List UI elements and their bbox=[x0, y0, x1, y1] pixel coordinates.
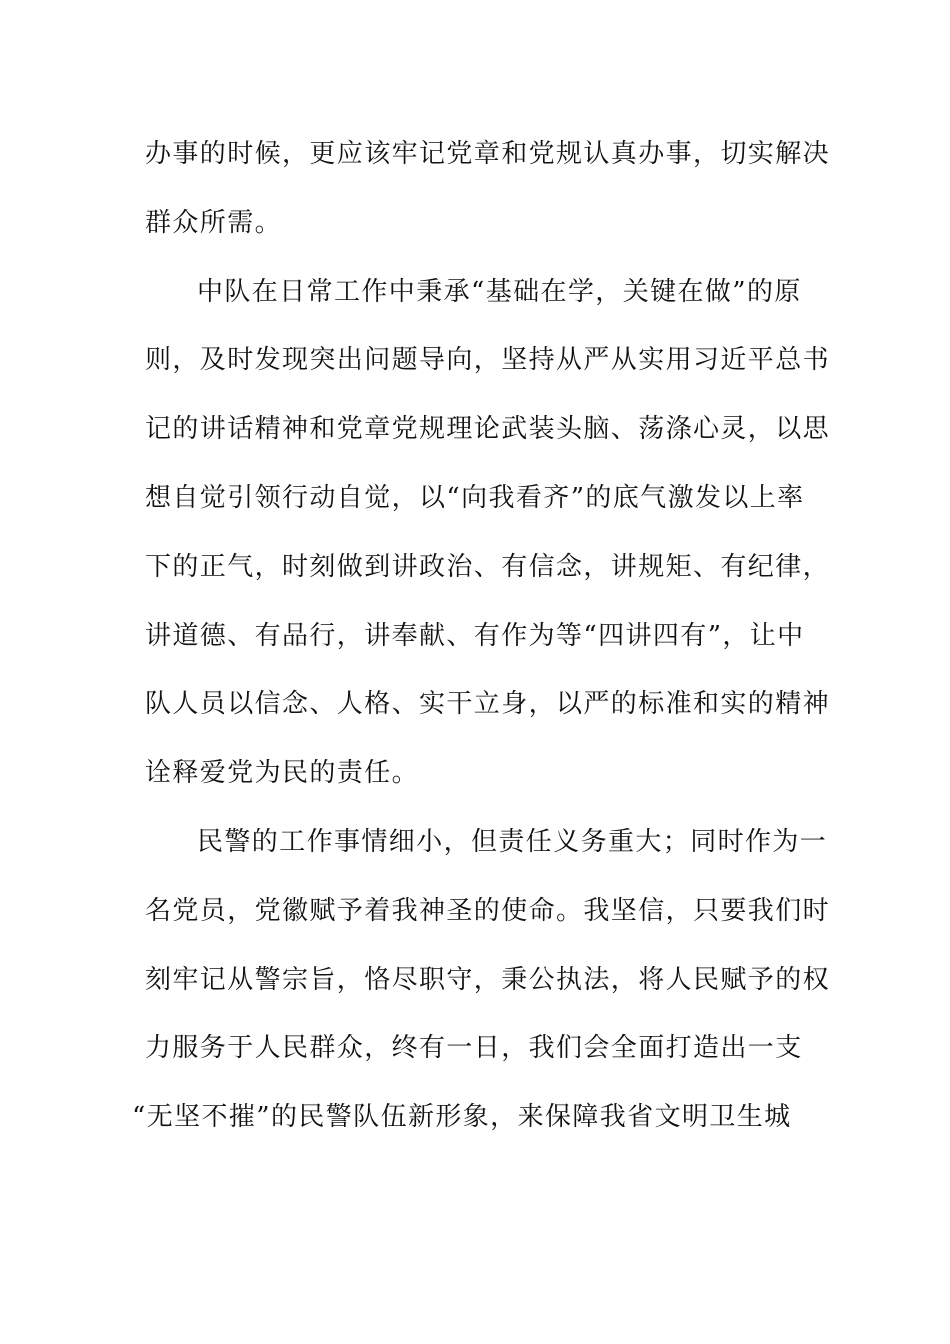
text-line: 则，及时发现突出问题导向，坚持从严从实用习近平总书 bbox=[145, 345, 831, 376]
text-line: 下的正气，时刻做到讲政治、有信念，讲规矩、有纪律， bbox=[145, 551, 831, 582]
text-line: “无坚不摧”的民警队伍新形象，来保障我省文明卫生城 bbox=[132, 1102, 792, 1133]
text-line: 名党员，党徽赋予着我神圣的使命。我坚信，只要我们时 bbox=[145, 895, 831, 926]
text-line: 记的讲话精神和党章党规理论武装头脑、荡涤心灵，以思 bbox=[145, 414, 831, 445]
text-line: 刻牢记从警宗旨，恪尽职守，秉公执法，将人民赋予的权 bbox=[145, 964, 831, 995]
paragraph-start-line: 中队在日常工作中秉承“基础在学，关键在做”的原 bbox=[197, 276, 802, 307]
body-text bbox=[132, 128, 831, 1160]
paragraph-start-line: 民警的工作事情细小，但责任义务重大；同时作为一 bbox=[197, 826, 828, 857]
text-line: 群众所需。 bbox=[145, 207, 283, 238]
text-line: 力服务于人民群众，终有一日，我们会全面打造出一支 bbox=[145, 1033, 803, 1064]
text-line: 讲道德、有品行，讲奉献、有作为等“四讲四有”，让中 bbox=[145, 620, 805, 651]
text-line: 办事的时候，更应该牢记党章和党规认真办事，切实解决 bbox=[145, 139, 831, 169]
text-line: 想自觉引领行动自觉，以“向我看齐”的底气激发以上率 bbox=[145, 482, 805, 513]
text-line: 队人员以信念、人格、实干立身，以严的标准和实的精神 bbox=[145, 689, 831, 720]
text-line: 诠释爱党为民的责任。 bbox=[145, 758, 420, 789]
